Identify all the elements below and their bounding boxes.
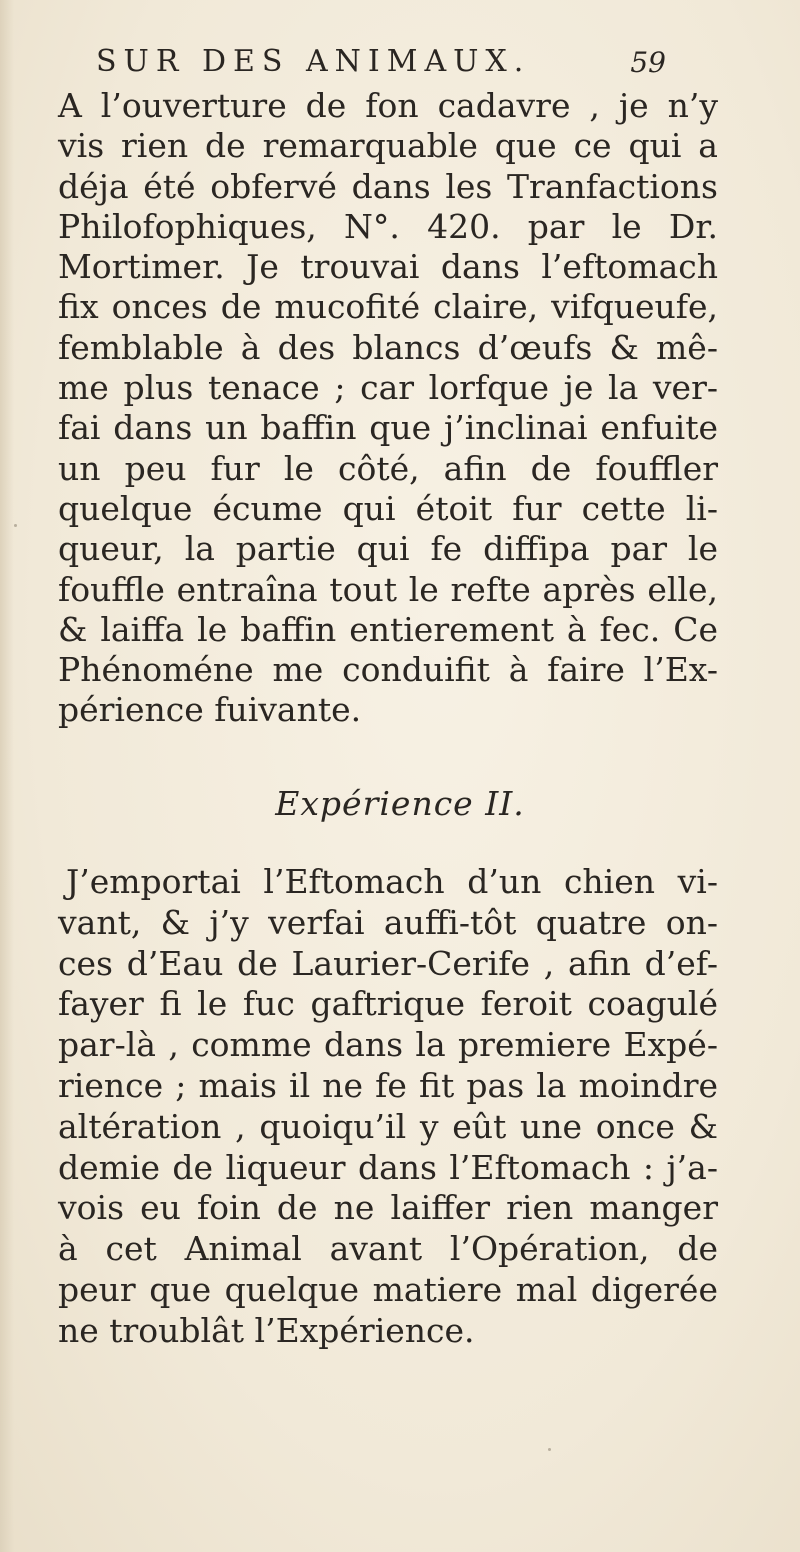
text-line: Phénoméne me conduifit à faire l’Ex- [58,650,718,690]
text-line: fouffle entraîna tout le refte après elle, [58,569,718,609]
text-line: fai dans un baffin que j’inclinai enfuite [58,408,718,448]
text-line: ces d’Eau de Laurier-Cerife , afin d’ef- [58,943,718,983]
text-line: queur, la partie qui fe diffipa par le [58,529,718,569]
text-line: quelque écume qui étoit fur cette li- [58,488,718,528]
text-line: à cet Animal avant l’Opération, de [58,1229,718,1269]
text-line: Mortimer. Je trouvai dans l’eftomach [58,247,718,287]
text-line: altération , quoiqu’il y eût une once & [58,1106,718,1146]
paper-speck [548,1448,551,1451]
page-number: 59 [630,46,666,79]
text-line: par-là , comme dans la premiere Expé- [58,1025,718,1065]
text-line: rience ; mais il ne fe fit pas la moindre [58,1065,718,1105]
text-line: peur que quelque matiere mal digerée [58,1269,718,1309]
section-heading: Expérience II. [275,784,525,823]
text-line: A l’ouverture de fon cadavre , je n’y [58,86,718,125]
text-line: périence fuivante. [58,690,362,730]
text-line: un peu fur le côté, afin de fouffler [58,448,718,488]
text-line: déja été obfervé dans les Tranfactions [58,166,718,206]
text-line: vant, & j’y verfai auffi-tôt quatre on- [58,902,718,942]
text-line: & laiffa le baffin entierement à fec. Ce [58,609,718,649]
page-header [96,44,666,88]
text-line: Philofophiques, N°. 420. par le Dr. [58,206,718,246]
text-line: demie de liqueur dans l’Eftomach : j’a- [58,1147,718,1187]
text-line: me plus tenace ; car lorfque je la ver- [58,368,718,408]
text-line: vis rien de remarquable que ce qui a [58,126,718,166]
text-line: J’emportai l’Eftomach d’un chien vi- [66,862,718,901]
text-line: fix onces de mucofité claire, vifqueufe, [58,287,718,327]
page-gutter-shadow [0,0,14,1552]
text-line: ne troublât l’Expérience. [58,1310,475,1350]
paper-speck [14,524,17,527]
paragraph-2 [58,862,718,1352]
running-head: SUR DES ANIMAUX. [96,44,531,79]
text-line: vois eu foin de ne laiffer rien manger [58,1188,718,1228]
paragraph-1 [58,86,718,731]
text-line: femblable à des blancs d’œufs & mê- [58,327,718,367]
text-line: fayer fi le fuc gaftrique feroit coagulé [58,984,718,1024]
